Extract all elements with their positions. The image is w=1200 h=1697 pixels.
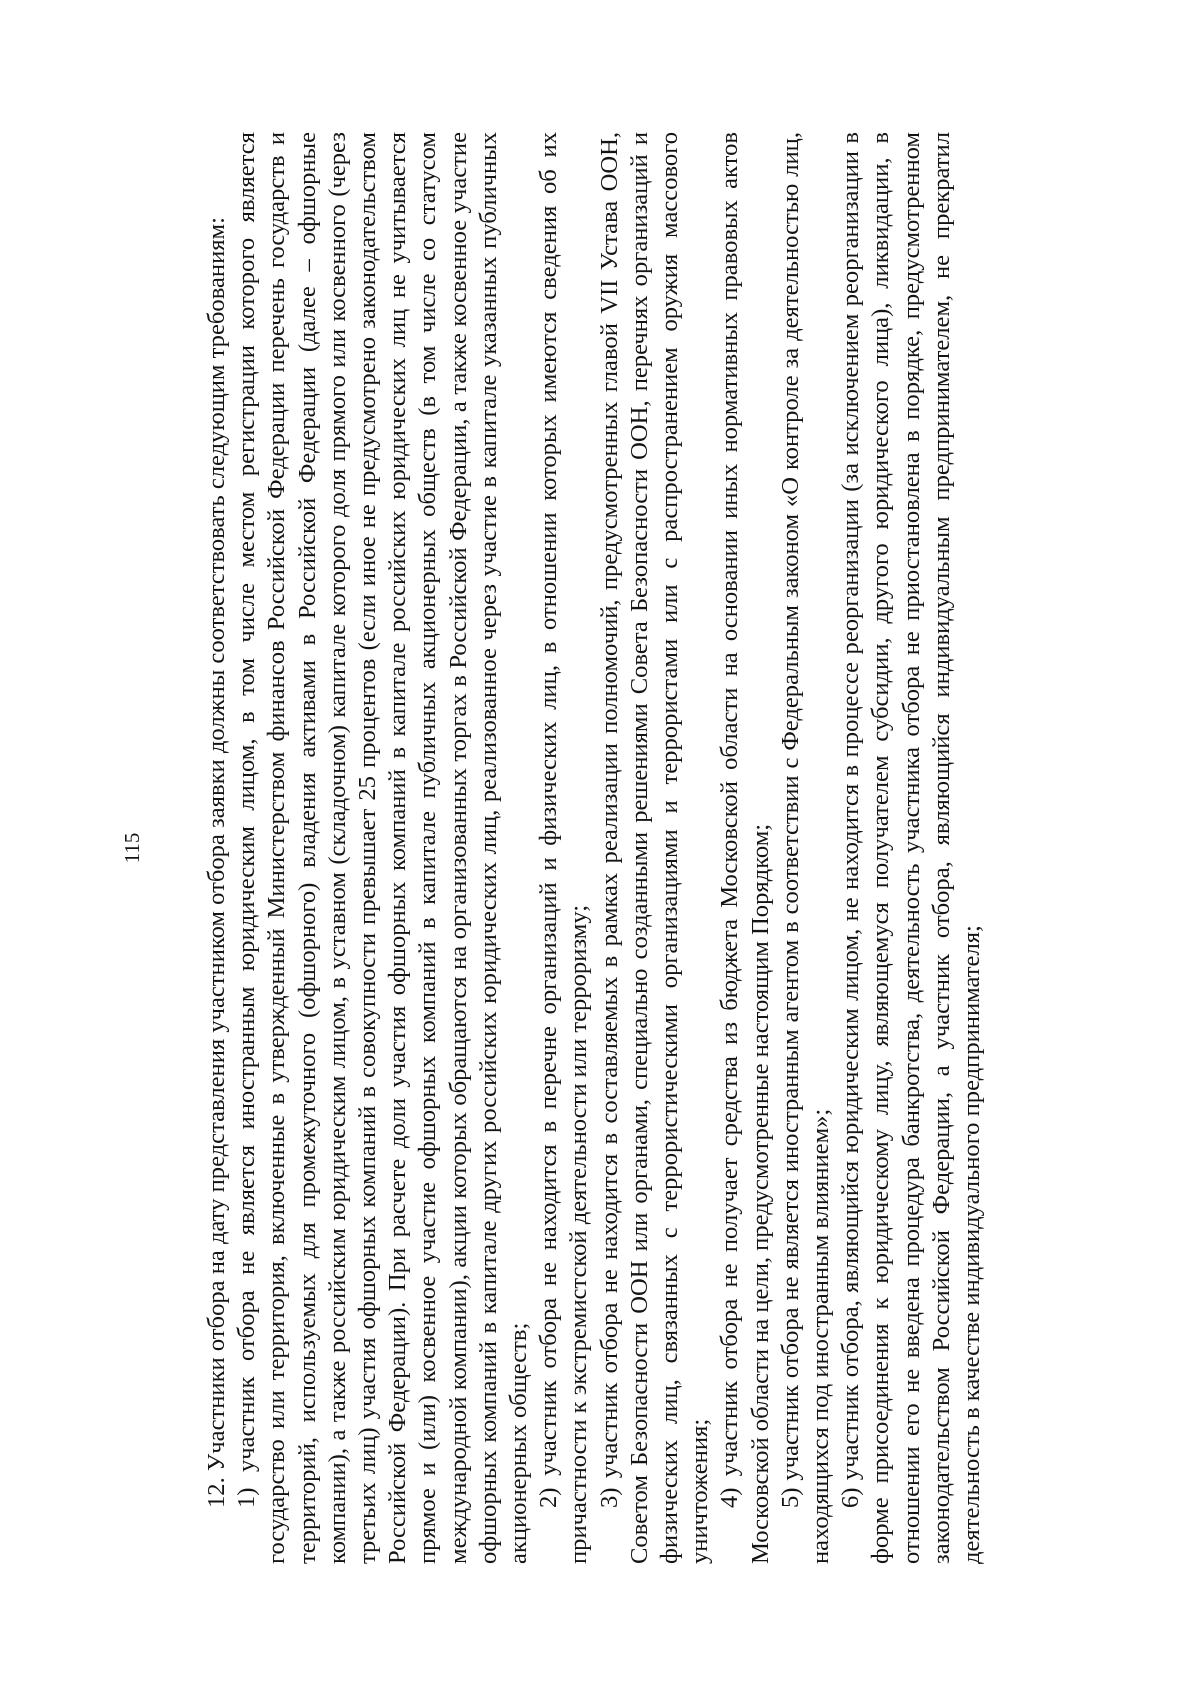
paragraph-item-5: 5) участник отбора не является иностранным агентом в соответствии с Федеральным законом «О контроле за деятельностью лиц, находящихся под иностранным влиянием»; xyxy=(776,132,835,1564)
rotated-document-page xyxy=(120,132,1080,1564)
paragraph-item-6: 6) участник отбора, являющийся юридическим лицом, не находится в процессе реорганизации (за исключением реорганизации в форме присоединения к юридическому лицу, являющемуся получателем субсидии, другого юридического лица), ликвидации, в отношении его не введена процедура банкротства, деятельность участника отбора не приостановлена в порядке, предусмотренном законодательством Российской Федерации, а участник отбора, являющийся индивидуальным предпринимателем, не прекратил деятельность в качестве индивидуального предпринимателя; xyxy=(837,132,986,1564)
paragraph-item-2: 2) участник отбора не находится в перечне организаций и физических лиц, в отношении которых имеются сведения об их причастности к экстремистской деятельности или терроризму; xyxy=(535,132,593,1564)
page-number: 115 xyxy=(120,832,144,864)
paragraph-item-1: 1) участник отбора не является иностранным юридическим лицом, в том числе местом регистрации которого является государство или территория, включенные в утвержденный Министерством финансов Российской Федерации перечень государств и территорий, используемых для промежуточного (офшорного) владения активами в Российской Федерации (далее – офшорные компании), а также российским юридическим лицом, в уставном (складочном) капитале которого доля прямого или косвенного (через третьих лиц) участия офшорных компаний в совокупности превышает 25 процентов (если иное не предусмотрено законодательством Российской Федерации). При расчете доли участия офшорных компаний в капитале российских юридических лиц не учитывается прямое и (или) косвенное участие офшорных компаний в капитале публичных акционерных обществ (в том числе со статусом международной компании), акции которых обращаются на организованных торгах в Российской Федерации, а также косвенное участие офшорных компаний в капитале других российских юридических лиц, реализованное через участие в капитале указанных публичных акционерных обществ; xyxy=(233,132,533,1564)
paragraph-12-intro: 12. Участники отбора на дату представления участником отбора заявки должны соответствовать следующим требованиям: xyxy=(203,217,230,1508)
paragraph-item-3: 3) участник отбора не находится в составляемых в рамках реализации полномочий, предусмотренных главой VII Устава ООН, Советом Безопасности ООН или органами, специально созданными решениями Совета Безопасности ООН, перечнях организаций и физических лиц, связанных с террористическими организациями и террористами или с распространением оружия массового уничтожения; xyxy=(595,132,714,1564)
document-body xyxy=(202,132,987,1564)
paragraph-item-4: 4) участник отбора не получает средства из бюджета Московской области на основании иных нормативных правовых актов Московской области на цели, предусмотренные настоящим Порядком; xyxy=(716,132,774,1564)
